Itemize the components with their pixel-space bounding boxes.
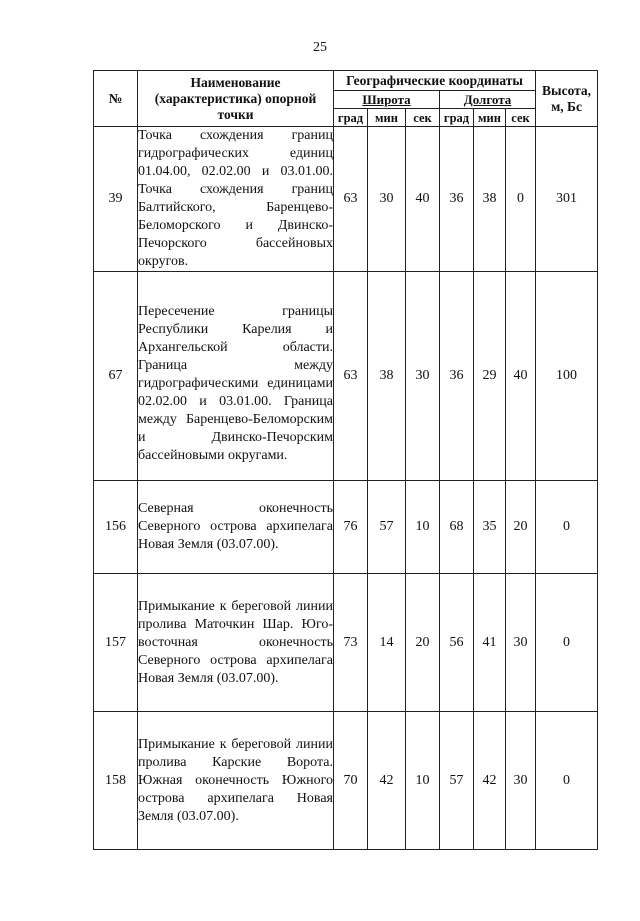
header-height: Высота, м, Бс	[536, 71, 598, 127]
row-value: 36	[440, 272, 474, 481]
header-unit: сек	[406, 109, 440, 127]
row-value: 20	[406, 574, 440, 712]
row-value: 30	[406, 272, 440, 481]
row-value: 29	[474, 272, 506, 481]
header-no: №	[94, 71, 138, 127]
row-value: 56	[440, 574, 474, 712]
row-number: 156	[94, 481, 138, 574]
row-value: 70	[334, 712, 368, 850]
row-value: 42	[474, 712, 506, 850]
row-height: 0	[536, 574, 598, 712]
header-unit: град	[440, 109, 474, 127]
row-value: 57	[368, 481, 406, 574]
row-number: 39	[94, 127, 138, 272]
row-name: Точка схождения границ гидрографических единиц 01.04.00, 02.02.00 и 03.01.00. Точка схождения границ Балтийского, Баренцево-Беломорского и Двинско-Печорского бассейновых округов.	[138, 127, 334, 272]
row-name: Пересечение границы Республики Карелия и Архангельской области. Граница между гидрографическими единицами 02.02.00 и 03.01.00. Граница между Баренцево-Беломорским и Двинско-Печорским бассейновыми округами.	[138, 272, 334, 481]
row-name: Примыкание к береговой линии пролива Маточкин Шар. Юго-восточная оконечность Северного острова архипелага Новая Земля (03.07.00).	[138, 574, 334, 712]
row-value: 63	[334, 272, 368, 481]
page-number: 25	[313, 40, 327, 55]
row-number: 67	[94, 272, 138, 481]
row-number: 157	[94, 574, 138, 712]
row-value: 73	[334, 574, 368, 712]
row-value: 14	[368, 574, 406, 712]
header-coords: Географические координаты	[334, 71, 536, 91]
header-row-1	[94, 71, 598, 91]
header-lon: Долгота	[440, 91, 536, 109]
row-value: 68	[440, 481, 474, 574]
row-value: 76	[334, 481, 368, 574]
header-name: Наименование (характеристика) опорной точки	[138, 71, 334, 127]
row-name: Северная оконечность Северного острова архипелага Новая Земля (03.07.00).	[138, 481, 334, 574]
row-value: 63	[334, 127, 368, 272]
row-value: 30	[506, 712, 536, 850]
row-value: 57	[440, 712, 474, 850]
header-unit: сек	[506, 109, 536, 127]
row-name: Примыкание к береговой линии пролива Карские Ворота. Южная оконечность Южного острова архипелага Новая Земля (03.07.00).	[138, 712, 334, 850]
row-height: 100	[536, 272, 598, 481]
row-value: 38	[368, 272, 406, 481]
row-value: 30	[506, 574, 536, 712]
header-unit: град	[334, 109, 368, 127]
row-value: 41	[474, 574, 506, 712]
row-value: 35	[474, 481, 506, 574]
header-unit: мин	[368, 109, 406, 127]
row-number: 158	[94, 712, 138, 850]
row-value: 40	[506, 272, 536, 481]
table-row	[94, 712, 598, 850]
row-value: 10	[406, 481, 440, 574]
row-value: 40	[406, 127, 440, 272]
row-height: 0	[536, 481, 598, 574]
header-unit: мин	[474, 109, 506, 127]
table-row	[94, 272, 598, 481]
row-value: 20	[506, 481, 536, 574]
row-height: 0	[536, 712, 598, 850]
row-value: 38	[474, 127, 506, 272]
row-value: 30	[368, 127, 406, 272]
coordinates-table	[93, 70, 598, 850]
row-value: 36	[440, 127, 474, 272]
row-height: 301	[536, 127, 598, 272]
table-row	[94, 574, 598, 712]
row-value: 42	[368, 712, 406, 850]
row-value: 10	[406, 712, 440, 850]
row-value: 0	[506, 127, 536, 272]
header-lat: Широта	[334, 91, 440, 109]
table-row	[94, 127, 598, 272]
table-row	[94, 481, 598, 574]
